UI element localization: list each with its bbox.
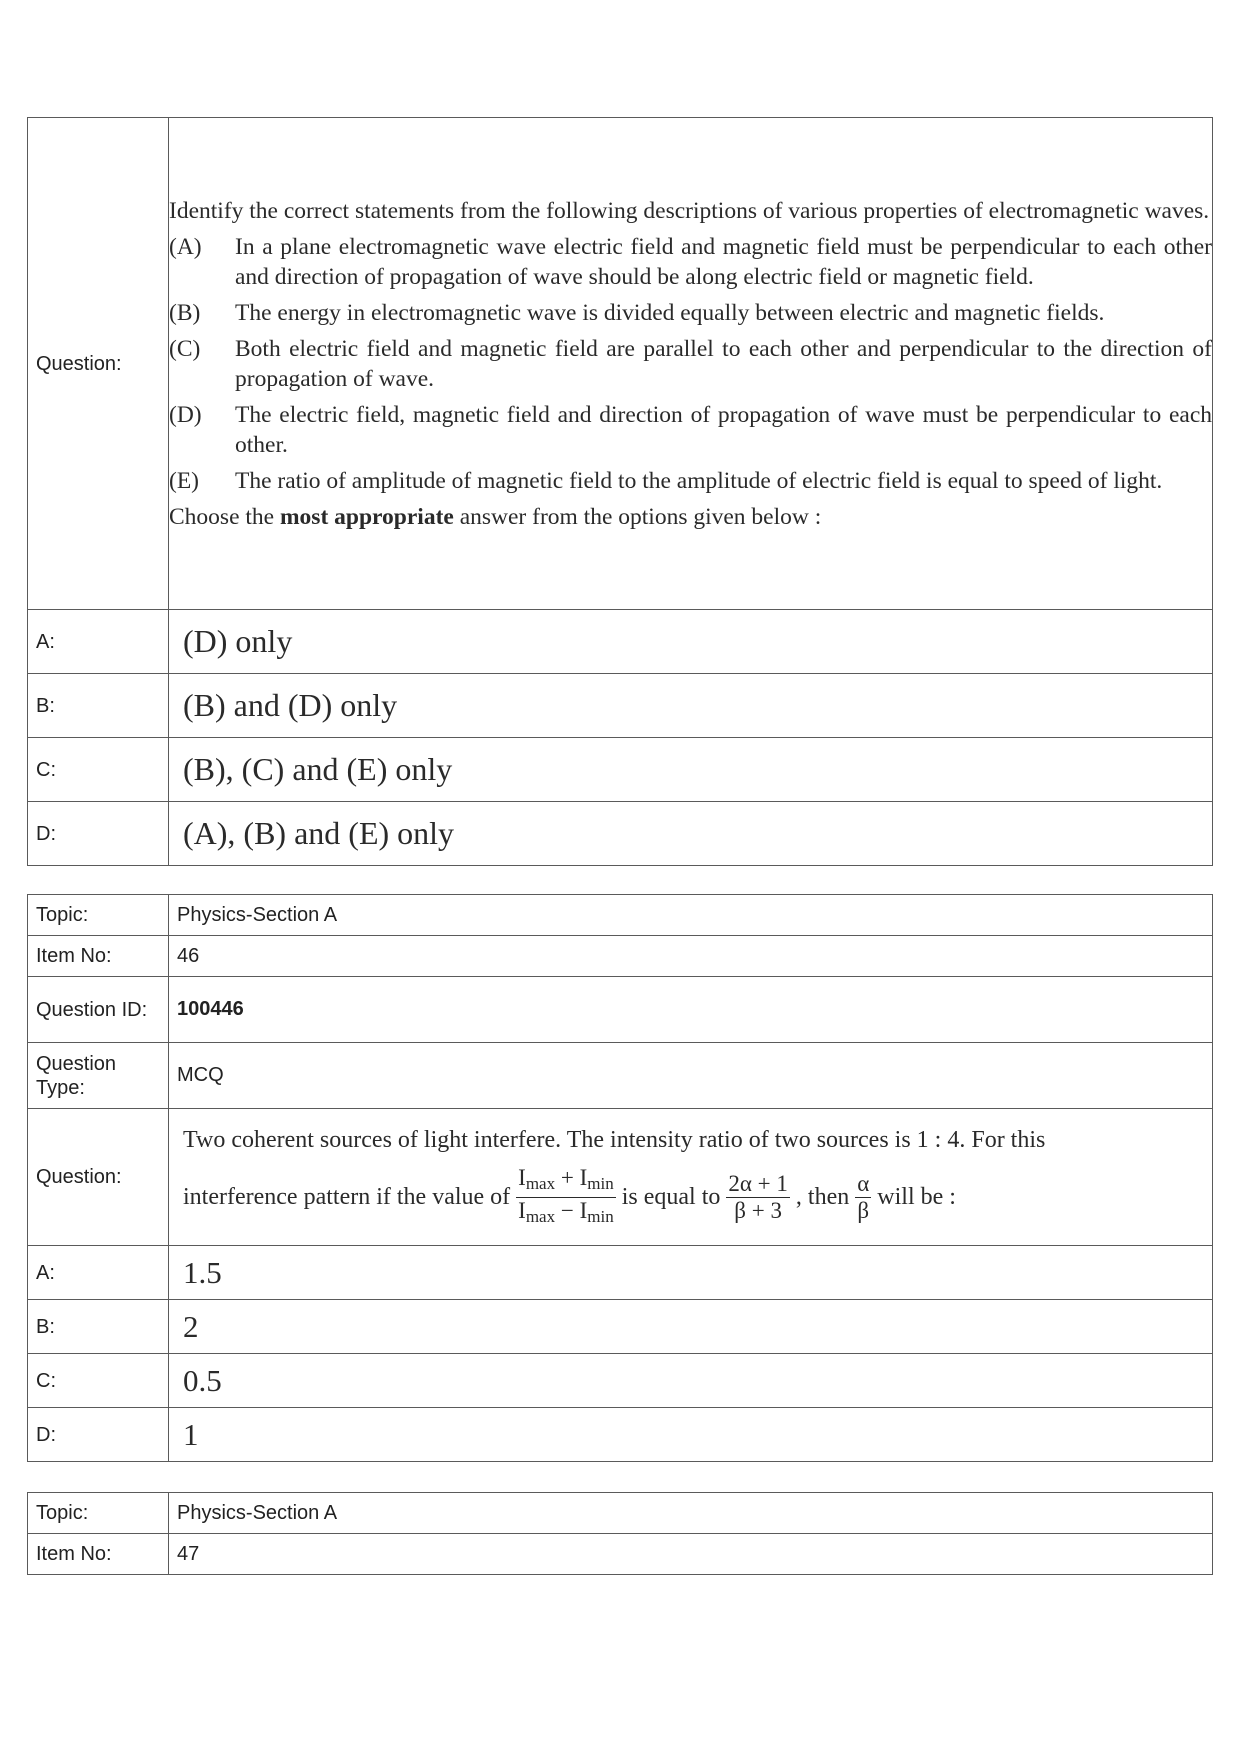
option-d-text[interactable]: (A), (B) and (E) only (169, 802, 1213, 866)
option-a-text[interactable]: (D) only (169, 610, 1213, 674)
item-no-label: Item No: (28, 1534, 169, 1575)
option-a-text[interactable]: 1.5 (169, 1246, 1213, 1300)
item-no-label: Item No: (28, 936, 169, 977)
topic-label: Topic: (28, 1493, 169, 1534)
option-c-text[interactable]: 0.5 (169, 1354, 1213, 1408)
topic-value: Physics-Section A (169, 895, 1213, 936)
option-b-text[interactable]: 2 (169, 1300, 1213, 1354)
question-type-value: MCQ (169, 1043, 1213, 1109)
ratio-fraction: $\frac{\alpha}{\beta}$ (857, 1170, 870, 1223)
option-a-label: A: (28, 1246, 169, 1300)
option-d-label: D: (28, 1408, 169, 1462)
item-no-value: 47 (169, 1534, 1213, 1575)
question-stem: Identify the correct statements from the following descriptions of various properties of electromagnetic waves. (169, 197, 1210, 224)
option-b-text[interactable]: (B) and (D) only (169, 674, 1213, 738)
option-a-label: A: (28, 610, 169, 674)
statement-e: (E) The ratio of amplitude of magnetic field to the amplitude of electric field is equal to speed of light. (169, 467, 1163, 494)
statement-b: (B) The energy in electromagnetic wave is divided equally between electric and magnetic fields. (169, 299, 1105, 326)
question-label: Question: (28, 118, 169, 610)
statement-a: (A) In a plane electromagnetic wave electric field and magnetic field must be perpendicular to each other and direction of propagation of wave should be along electric field or magnetic field. (169, 233, 1212, 290)
question-45-table (27, 117, 1213, 866)
option-d-text[interactable]: 1 (169, 1408, 1213, 1462)
option-b-label: B: (28, 1300, 169, 1354)
question-line-1: Two coherent sources of light interfere. The intensity ratio of two sources is 1 : 4. For this (183, 1126, 1046, 1153)
choose-instruction: Choose the most appropriate answer from the options given below : (169, 503, 822, 530)
alpha-beta-fraction: $\frac{2\alpha + 1}{\beta + 3}$ (728, 1170, 788, 1223)
option-c-text[interactable]: (B), (C) and (E) only (169, 738, 1213, 802)
option-c-label: C: (28, 1354, 169, 1408)
option-b-label: B: (28, 674, 169, 738)
option-c-label: C: (28, 738, 169, 802)
question-body (169, 118, 1213, 610)
question-id-label: Question ID: (28, 977, 169, 1043)
question-46-table (27, 894, 1213, 1462)
question-type-label: Question Type: (28, 1043, 169, 1109)
statement-c: (C) Both electric field and magnetic field are parallel to each other and perpendicular to the direction of propagation of wave. (169, 335, 1212, 392)
question-label: Question: (28, 1109, 169, 1246)
question-body (169, 1109, 1213, 1246)
question-id-value: 100446 (169, 977, 1213, 1043)
intensity-fraction: $\frac{I_{max} + I_{min}}{I_{max} - I_{min}}$ (518, 1164, 614, 1226)
question-47-table (27, 1492, 1213, 1575)
question-line-2: interference pattern if the value of $\frac{I_{max} + I_{min}}{I_{max} - I_{min}}$ is equal to $\frac{2\alpha + 1}{\beta + 3}$ , then $\frac{\alpha}{\beta}$ will be : (183, 1165, 1200, 1230)
item-no-value: 46 (169, 936, 1213, 977)
topic-value: Physics-Section A (169, 1493, 1213, 1534)
option-d-label: D: (28, 802, 169, 866)
statement-d: (D) The electric field, magnetic field and direction of propagation of wave must be perpendicular to each other. (169, 401, 1212, 458)
topic-label: Topic: (28, 895, 169, 936)
